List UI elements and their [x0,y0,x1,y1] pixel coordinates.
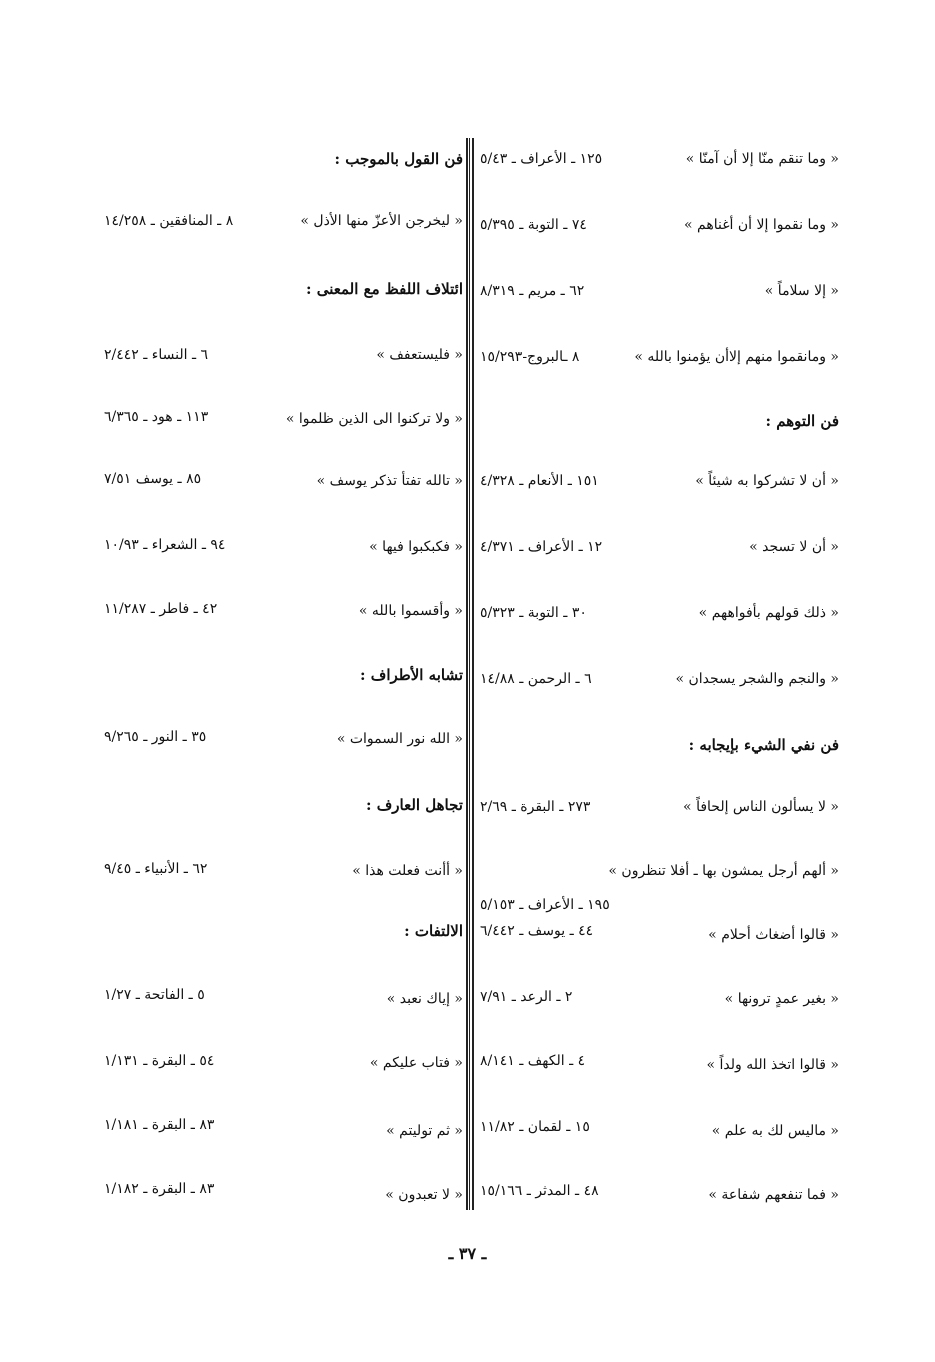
verse-reference: ٦٢ ـ الأنبياء ـ ٩/٤٥ [104,861,208,877]
verse-reference: ٣٠ ـ التوبة ـ ٥/٣٢٣ [480,605,587,621]
column-divider [466,138,474,1210]
verse-reference: ٢٧٣ ـ البقرة ـ ٢/٦٩ [480,799,591,815]
quote-text: « وأقسموا بالله » [358,603,463,619]
quote-text: « ومانقموا منهم إلاأن يؤمنوا بالله » [634,349,839,365]
quote-text: « فليستعفف » [376,347,463,363]
quote-text: « وما نقموا إلا أن أغناهم » [684,217,839,233]
page-number: ـ ٣٧ ـ [448,1244,487,1263]
verse-reference: ٣٥ ـ النور ـ ٩/٢٦٥ [104,729,207,745]
verse-reference: ١٥١ ـ الأنعام ـ ٤/٣٢٨ [480,473,599,489]
quote-text: « أأنت فعلت هذا » [352,863,463,879]
verse-reference: ٢ ـ الرعد ـ ٧/٩١ [480,989,573,1005]
section-heading: تجاهل العارف : [365,796,463,814]
section-heading: فن القول بالموجب : [334,150,463,168]
quote-text: « ذلك قولهم بأفواههم » [698,605,839,621]
quote-text: « فتاب عليكم » [369,1055,463,1071]
quote-text: « ثم توليتم » [386,1123,463,1139]
verse-reference: ٨٣ ـ البقرة ـ ١/١٨٢ [104,1181,215,1197]
verse-reference: ٥ ـ الفاتحة ـ ١/٢٧ [104,987,205,1003]
verse-reference: ١١٣ ـ هود ـ ٦/٣٦٥ [104,409,209,425]
quote-text: « لا تعبدون » [385,1187,463,1203]
section-heading: ائتلاف اللفظ مع المعنى : [305,280,463,298]
verse-reference: ٤٤ ـ يوسف ـ ٦/٤٤٢ [480,923,594,939]
quote-text: « إلا سلاماً » [764,283,839,299]
quote-text: « أن لا تسجد » [749,539,839,555]
verse-reference: ١٩٥ ـ الأعراف ـ ٥/١٥٣ [480,897,610,913]
quote-text: « إياك نعبد » [386,991,463,1007]
verse-reference: ٥٤ ـ البقرة ـ ١/١٣١ [104,1053,215,1069]
verse-reference: ٤ ـ الكهف ـ ٨/١٤١ [480,1053,586,1069]
quote-text: « تالله تفتأ تذكر يوسف » [316,473,463,489]
verse-reference: ٤٢ ـ فاطر ـ ١١/٢٨٧ [104,601,218,617]
quote-text: « ماليس لك به علم » [711,1123,839,1139]
verse-reference: ٨٥ ـ يوسف ٧/٥١ [104,471,202,487]
verse-reference: ١٢٥ ـ الأعراف ـ ٥/٤٣ [480,151,603,167]
section-heading: الالتفات : [404,922,463,940]
verse-reference: ٧٤ ـ التوبة ـ ٥/٣٩٥ [480,217,587,233]
verse-reference: ٨ ـالبروج-١٥/٢٩٣ [480,349,580,365]
verse-reference: ٩٤ ـ الشعراء ـ ١٠/٩٣ [104,537,226,553]
quote-text: « فكبكبوا فيها » [369,539,463,555]
quote-text: « فما تنفعهم شفاعة » [708,1187,839,1203]
verse-reference: ٦٢ ـ مريم ـ ٨/٣١٩ [480,283,585,299]
section-heading: تشابه الأطراف : [360,666,463,684]
verse-reference: ٦ ـ النساء ـ ٢/٤٤٢ [104,347,209,363]
quote-text: « قالوا أضغاث أحلام » [708,927,839,943]
section-heading: فن نفي الشيء بإيجابه : [688,736,839,754]
quote-text: « لا يسألون الناس إلحافاً » [683,799,839,815]
verse-reference: ٨ ـ المنافقين ـ ١٤/٢٥٨ [104,213,234,229]
quote-text: « ألهم أرجل يمشون بها ـ أفلا تنظرون » [608,863,839,879]
verse-reference: ٨٣ ـ البقرة ـ ١/١٨١ [104,1117,215,1133]
section-heading: فن التوهم : [765,412,839,430]
verse-reference: ١٥ ـ لقمان ـ ١١/٨٢ [480,1119,590,1135]
quote-text: « ليخرجن الأعزّ منها الأذل » [300,213,463,229]
verse-reference: ٤٨ ـ المدثر ـ ١٥/١٦٦ [480,1183,599,1199]
verse-reference: ٦ ـ الرحمن ـ ١٤/٨٨ [480,671,592,687]
verse-reference: ١٢ ـ الأعراف ـ ٤/٣٧١ [480,539,603,555]
quote-text: « وما تنقم منّا إلا أن آمنّا » [685,151,839,167]
quote-text: « الله نور السموات » [336,731,463,747]
quote-text: « بغير عمدٍ ترونها » [724,991,839,1007]
quote-text: « قالوا اتخذ الله ولداً » [706,1057,839,1073]
quote-text: « أن لا تشركوا به شيئاً » [695,473,839,489]
quote-text: « ولا تركنوا الى الذين ظلموا » [285,411,463,427]
quote-text: « والنجم والشجر يسجدان » [675,671,839,687]
